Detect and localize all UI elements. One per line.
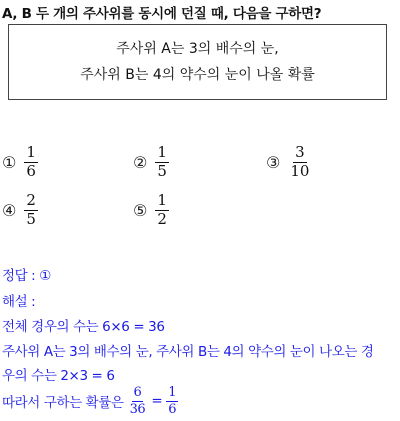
probability-fraction-2 [166, 386, 178, 416]
solution-line-4-text: 따라서 구하는 확률은 [2, 395, 124, 412]
numerator: 1 [157, 191, 167, 209]
condition-box [8, 24, 387, 100]
choice-fraction [288, 145, 311, 180]
choice-marker: ① [2, 152, 17, 172]
denominator: 2 [157, 209, 167, 228]
choice-5[interactable] [133, 193, 169, 228]
choice-marker: ② [133, 152, 148, 172]
numerator: 1 [157, 143, 167, 161]
numerator: 2 [26, 191, 36, 209]
choice-3[interactable] [266, 145, 311, 180]
condition-line-2: 주사위 B는 4의 약수의 눈이 나올 확률 [80, 67, 315, 83]
choice-fraction [155, 193, 169, 228]
solution-line-1: 전체 경우의 수는 6×6 = 36 [2, 319, 165, 335]
denominator: 5 [26, 209, 36, 228]
numerator: 1 [26, 143, 36, 161]
equals-sign: = [151, 393, 163, 410]
answer-line: 정답 : ① [2, 268, 51, 284]
choice-1[interactable] [2, 145, 38, 180]
choice-2[interactable] [133, 145, 169, 180]
solution-line-2: 주사위 A는 3의 배수의 눈, 주사위 B는 4의 약수의 눈이 나오는 경 [2, 344, 374, 360]
denominator: 36 [129, 401, 146, 417]
denominator: 6 [168, 401, 177, 417]
question-text: A, B 두 개의 주사위를 동시에 던질 때, 다음을 구하면? [2, 6, 322, 22]
denominator: 10 [290, 161, 310, 180]
numerator: 6 [133, 385, 142, 400]
choice-fraction [24, 193, 38, 228]
choice-fraction [24, 145, 38, 180]
solution-line-3: 우의 수는 2×3 = 6 [2, 368, 115, 384]
condition-line-1: 주사위 A는 3의 배수의 눈, [116, 41, 279, 57]
denominator: 6 [26, 161, 36, 180]
probability-fraction-1 [128, 386, 148, 416]
solution-line-4 [2, 386, 178, 416]
explanation-label: 해설 : [2, 294, 36, 310]
choice-marker: ⑤ [133, 200, 148, 220]
numerator: 1 [168, 385, 177, 400]
numerator: 3 [295, 143, 305, 161]
choice-fraction [155, 145, 169, 180]
choice-4[interactable] [2, 193, 38, 228]
denominator: 5 [157, 161, 167, 180]
choice-marker: ④ [2, 200, 17, 220]
choice-marker: ③ [266, 152, 281, 172]
